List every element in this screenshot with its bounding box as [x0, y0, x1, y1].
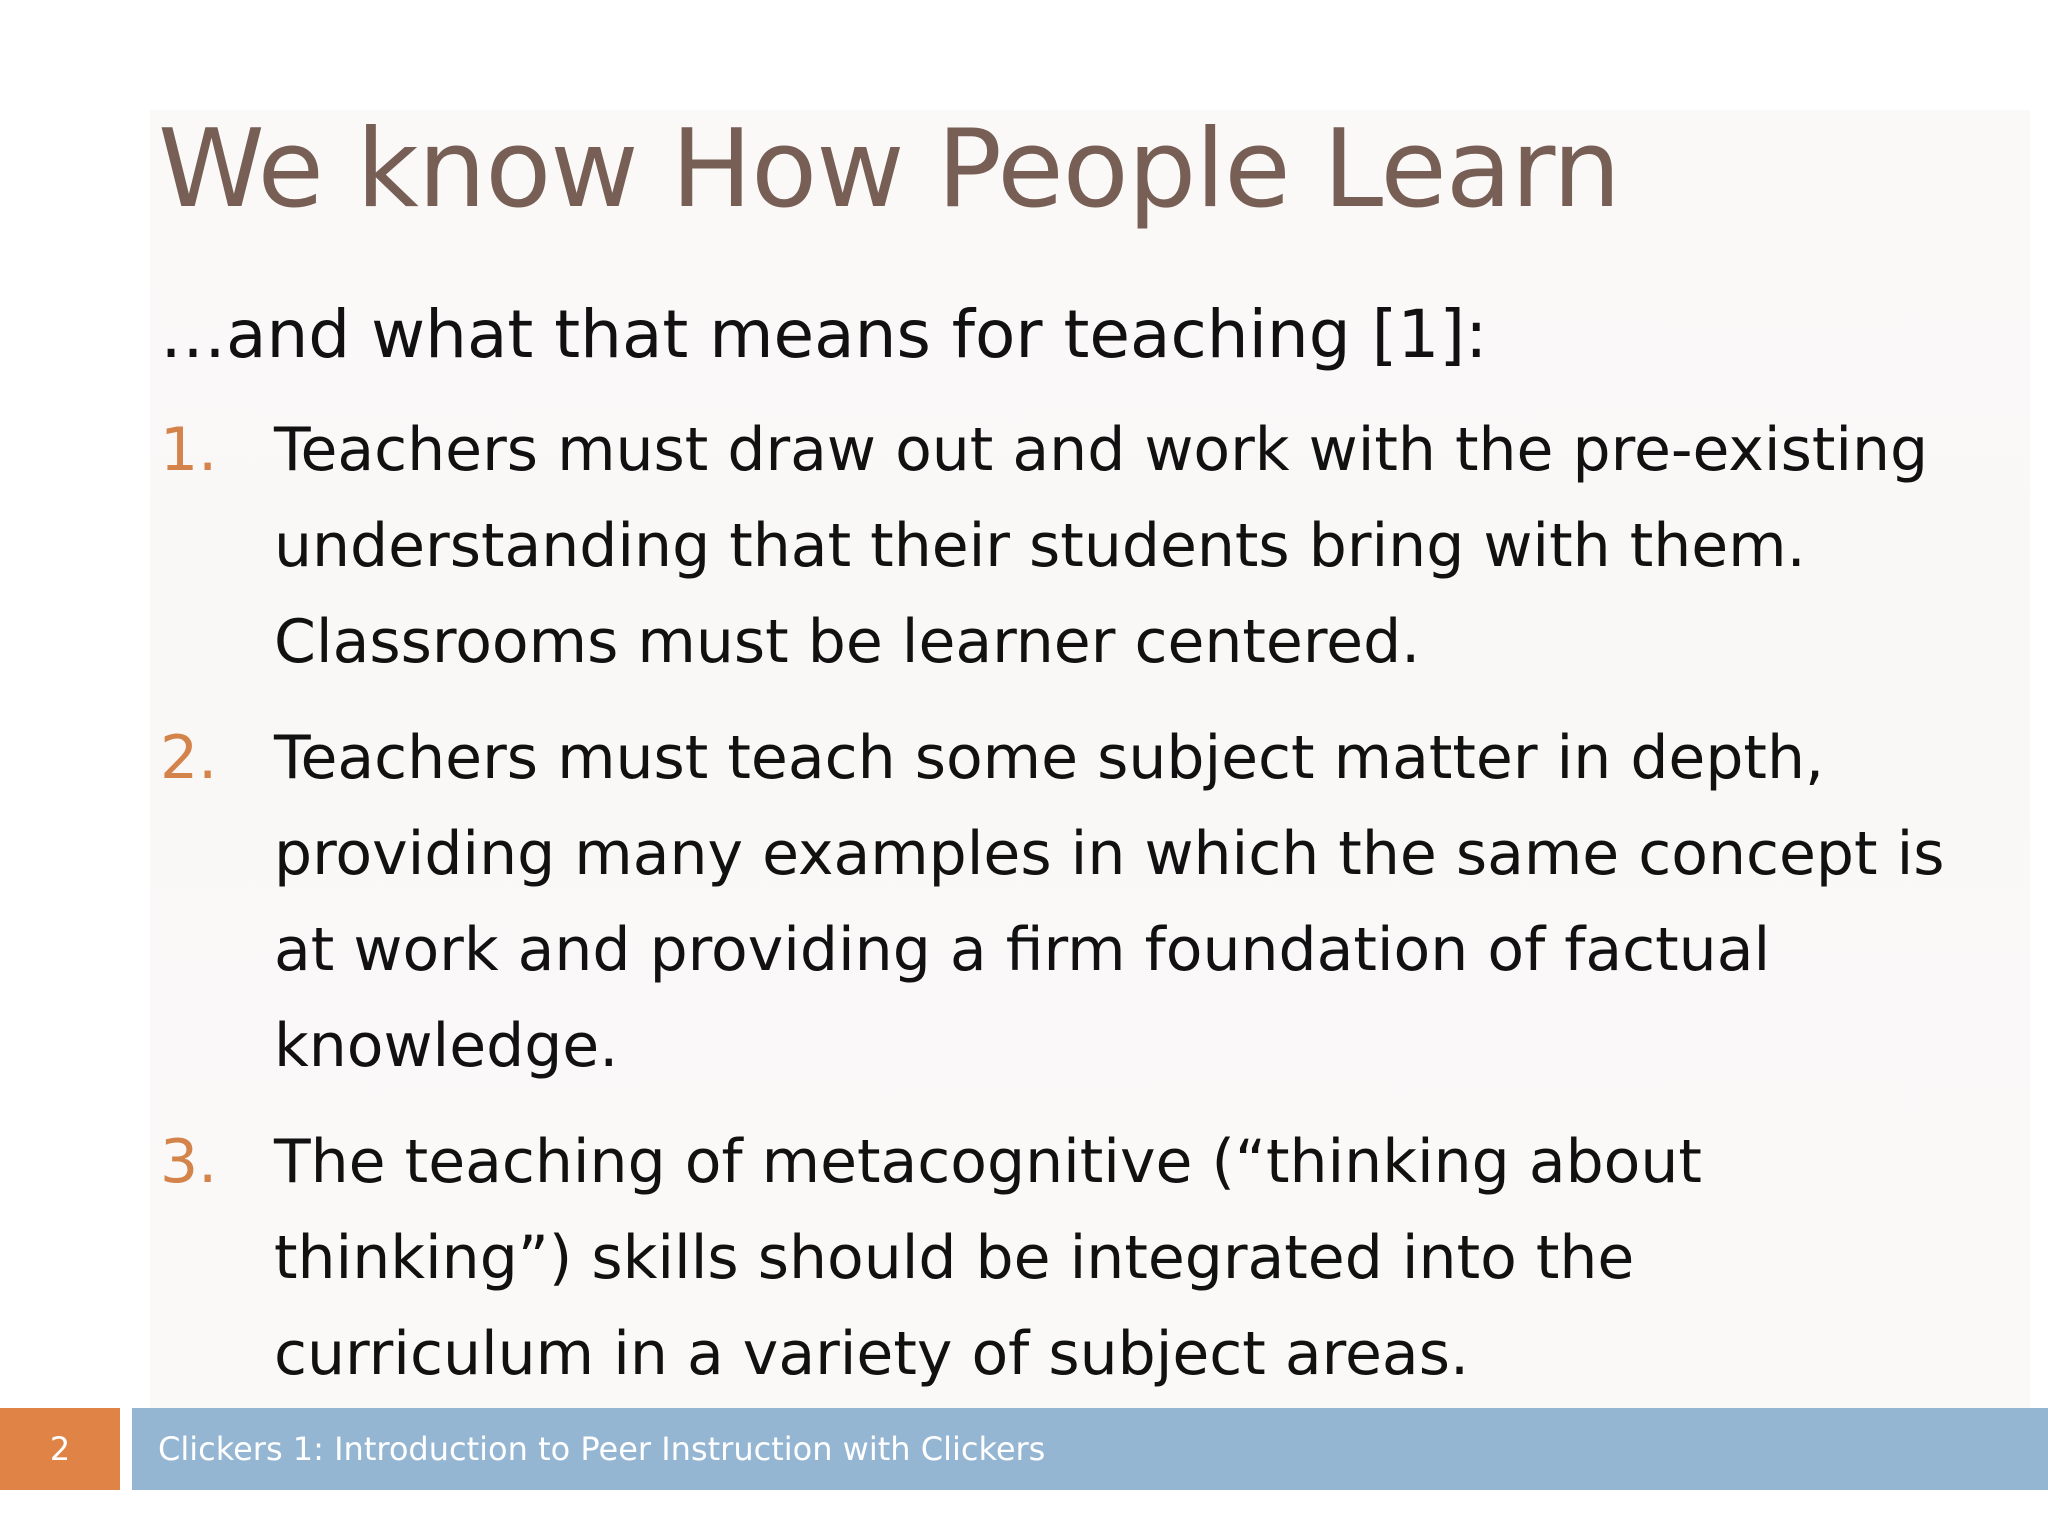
list-item-text: Teachers must teach some subject matter in depth, providing many examples in which the same concept is at work and providing a firm foundation of factual knowledge.: [274, 723, 1945, 1081]
list-item: [160, 1114, 1960, 1402]
footer-bar: [132, 1408, 2048, 1490]
list-item: [160, 710, 1960, 1094]
slide-subtitle: …and what that means for teaching [1]:: [160, 296, 1488, 373]
footer-caption: Clickers 1: Introduction to Peer Instruction with Clickers: [158, 1430, 1046, 1468]
list-item: [160, 402, 1960, 690]
list-item-number: 3.: [160, 1127, 218, 1197]
slide-number: 2: [49, 1430, 71, 1468]
numbered-list: [160, 402, 1960, 1422]
list-item-text: The teaching of metacognitive (“thinking about thinking”) skills should be integrated into the curriculum in a variety of subject areas.: [274, 1127, 1702, 1389]
list-item-text: Teachers must draw out and work with the pre-existing understanding that their students bring with them. Classrooms must be learner centered.: [274, 415, 1929, 677]
list-item-number: 1.: [160, 415, 218, 485]
slide-number-badge: [0, 1408, 120, 1490]
slide-title: We know How People Learn: [158, 107, 1620, 232]
list-item-number: 2.: [160, 723, 218, 793]
